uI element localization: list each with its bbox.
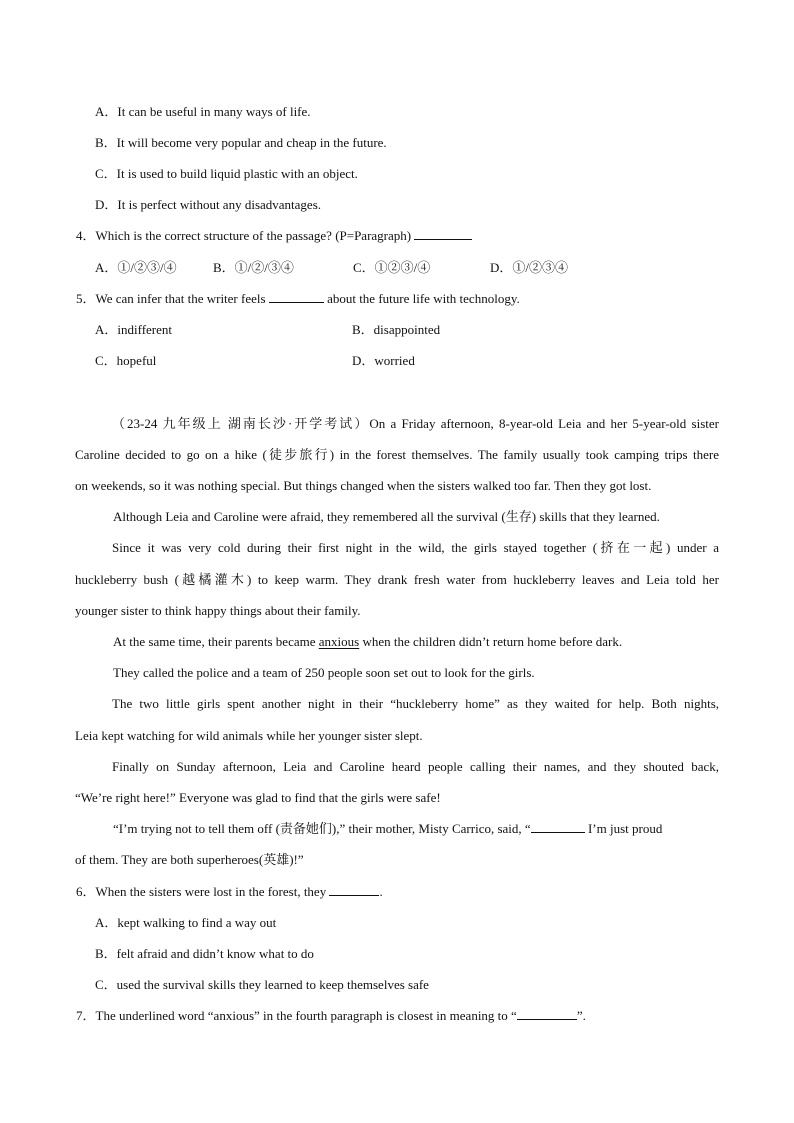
answer-blank[interactable] (531, 821, 585, 833)
answer-blank[interactable] (517, 1008, 577, 1020)
passage-p6-line1: The two little girls spent another night in their “huckleberry home” as they waited for help. Both nights, (112, 696, 719, 711)
option-text: used the survival skills they learned to keep themselves safe (116, 977, 429, 992)
option-text: It can be useful in many ways of life. (117, 104, 311, 119)
passage-p7-line2: “We’re right here!” Everyone was glad to find that the girls were safe! (75, 790, 441, 805)
option-label: C． (95, 166, 117, 181)
passage-p5: They called the police and a team of 250 people soon set out to look for the girls. (113, 665, 535, 680)
option-text: disappointed (373, 322, 441, 337)
option-label: D． (95, 197, 118, 212)
option-text: kept walking to find a way out (117, 915, 277, 930)
passage-p3-line1: Since it was very cold during their first night in the wild, the girls stayed together (挤在一起) under a (112, 540, 719, 555)
option-label: B． (95, 946, 117, 961)
q3-option-b (95, 135, 387, 151)
option-text: worried (374, 353, 415, 368)
option-label: A． (95, 322, 118, 337)
question-number: 5． (76, 291, 96, 306)
q5-option-a (95, 322, 172, 338)
question-7 (76, 1008, 586, 1024)
passage-p8-line2: of them. They are both superheroes(英雄)!” (75, 852, 304, 867)
option-text: indifferent (117, 322, 173, 337)
option-label: C． (353, 260, 375, 275)
q4-option-c (353, 260, 430, 276)
passage-p3-line2: huckleberry bush (越橘灌木) to keep warm. They drank fresh water from huckleberry leaves and Leia told her (75, 572, 719, 587)
question-stem-before: When the sisters were lost in the forest, they (95, 884, 327, 899)
q6-option-b (95, 946, 314, 962)
passage-p1-line3: on weekends, so it was nothing special. But things changed when the sisters walked too far. Then they got lost. (75, 478, 652, 493)
question-stem: Which is the correct structure of the passage? (P=Paragraph) (95, 228, 412, 243)
option-text: It will become very popular and cheap in the future. (116, 135, 387, 150)
option-text: ①/②/③④ (234, 260, 294, 275)
passage-p8-line1 (113, 821, 662, 837)
q6-option-a (95, 915, 276, 931)
q4-option-d (490, 260, 568, 276)
passage-p4 (113, 634, 622, 650)
q5-option-d (352, 353, 415, 369)
answer-blank[interactable] (414, 228, 472, 240)
question-stem-before: The underlined word “anxious” in the fourth paragraph is closest in meaning to “ (95, 1008, 517, 1023)
question-number: 6． (76, 884, 96, 899)
underlined-word: anxious (318, 634, 360, 649)
p4-text-before: At the same time, their parents became (113, 634, 316, 649)
question-stem-after: . (379, 884, 383, 899)
question-6 (76, 884, 383, 900)
q3-option-a (95, 104, 311, 120)
q3-option-d (95, 197, 321, 213)
question-5 (76, 291, 520, 307)
p4-text-after: when the children didn’t return home before dark. (362, 634, 623, 649)
option-text: ①/②③④ (512, 260, 569, 275)
q5-option-c (95, 353, 156, 369)
option-text: ①/②③/④ (117, 260, 177, 275)
option-label: D． (352, 353, 375, 368)
option-text: felt afraid and didn’t know what to do (116, 946, 314, 961)
passage-p2: Although Leia and Caroline were afraid, they remembered all the survival (生存) skills that they learned. (113, 509, 660, 524)
option-label: B． (95, 135, 117, 150)
option-text: ①②③/④ (374, 260, 431, 275)
q4-option-a (95, 260, 177, 276)
q4-option-b (213, 260, 294, 276)
answer-blank[interactable] (329, 884, 379, 896)
question-stem-after: about the future life with technology. (327, 291, 520, 306)
passage-p1-line2: Caroline decided to go on a hike (徒步旅行) in the forest themselves. The family usually took camping trips there (75, 447, 719, 462)
option-label: C． (95, 977, 117, 992)
passage-p3-line3: younger sister to think happy things about their family. (75, 603, 361, 618)
question-4 (76, 228, 472, 244)
option-label: B． (213, 260, 235, 275)
p8-text-before: “I’m trying not to tell them off (责备她们),” their mother, Misty Carrico, said, “ (113, 821, 531, 836)
q3-option-c (95, 166, 358, 182)
option-label: D． (490, 260, 513, 275)
q6-option-c (95, 977, 429, 993)
p8-text-after: I’m just proud (587, 821, 663, 836)
option-text: It is perfect without any disadvantages. (117, 197, 321, 212)
passage-p7-line1: Finally on Sunday afternoon, Leia and Caroline heard people calling their names, and they shouted back, (112, 759, 719, 774)
question-number: 4． (76, 228, 96, 243)
question-number: 7． (76, 1008, 96, 1023)
option-label: A． (95, 104, 118, 119)
option-label: B． (352, 322, 374, 337)
q5-option-b (352, 322, 440, 338)
passage-p1-line1: （23-24 九年级上 湖南长沙·开学考试）On a Friday afternoon, 8-year-old Leia and her 5-year-old sister (112, 416, 719, 431)
option-text: It is used to build liquid plastic with an object. (116, 166, 358, 181)
option-label: C． (95, 353, 117, 368)
option-label: A． (95, 260, 118, 275)
option-label: A． (95, 915, 118, 930)
passage-p6-line2: Leia kept watching for wild animals while her younger sister slept. (75, 728, 423, 743)
question-stem-after: ”. (576, 1008, 586, 1023)
answer-blank[interactable] (269, 291, 324, 303)
question-stem-before: We can infer that the writer feels (95, 291, 266, 306)
option-text: hopeful (116, 353, 157, 368)
